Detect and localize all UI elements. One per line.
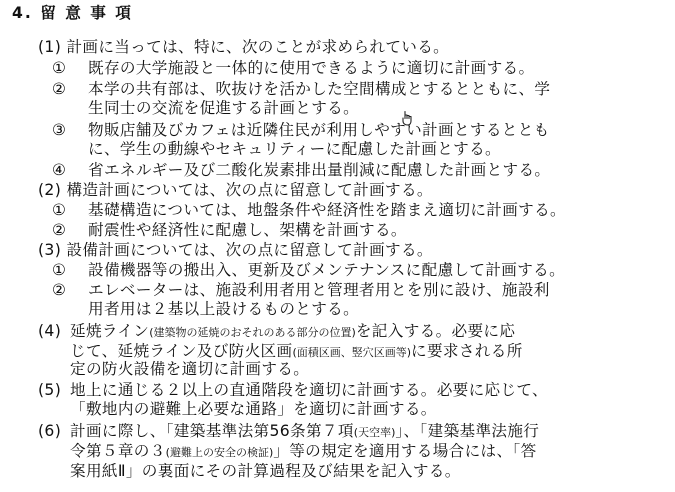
- item-5-line-1: 地上に通じる２以上の直通階段を適切に計画する。必要に応じて、: [70, 381, 549, 399]
- item-1-sub-3-line-2: に、学生の動線やセキュリティーに配慮した計画とする。: [88, 140, 501, 158]
- item-4-line-2-text: じて、延焼ライン及び防火区画: [70, 342, 293, 360]
- item-6-line-2-tail: 」等の規定を適用する場合には、「答: [273, 442, 537, 460]
- item-1-sub-2-line-2: 生同士の交流を促進する計画とする。: [88, 99, 360, 117]
- item-4-line-2-tail: に要求される所: [411, 342, 523, 360]
- item-4-line-2-note: (面積区画、竪穴区画等): [292, 346, 412, 359]
- section-title: 4. 留 意 事 項: [12, 4, 133, 22]
- item-2-sub-1-line-1: 基礎構造については、地盤条件や経済性を踏まえ適切に計画する。: [88, 201, 567, 219]
- item-6-line-2-note: (避難上の安全の検証): [165, 446, 274, 459]
- item-1-sub-3-line-1: 物販店舗及びカフェは近隣住民が利用しやすい計画とするととも: [88, 121, 550, 139]
- item-6-line-2-text: 令第５章の３: [70, 442, 166, 460]
- item-4-line-1: [70, 321, 515, 342]
- item-6-line-3: 案用紙Ⅱ」の裏面にその計算過程及び結果を記入する。: [70, 462, 461, 480]
- item-6-line-2: [70, 441, 537, 462]
- item-4-line-3: 定の防火設備を適切に計画する。: [70, 360, 310, 378]
- item-5-line-2: 「敷地内の避難上必要な通路」を適切に計画する。: [70, 400, 437, 418]
- item-1-heading: (1) 計画に当っては、特に、次のことが求められている。: [38, 38, 450, 56]
- item-4-line-1-text: 延焼ライン: [70, 322, 150, 340]
- item-1-sub-2-line-1: 本学の共有部は、吹抜けを活かした空間構成とするとともに、学: [88, 80, 551, 98]
- item-1-sub-4-line-1: 省エネルギー及び二酸化炭素排出量削減に配慮した計画とする。: [88, 161, 551, 179]
- item-1-sub-1-line-1: 既存の大学施設と一体的に使用できるように適切に計画する。: [88, 59, 535, 77]
- item-2-sub-1-mark: ①: [52, 201, 67, 219]
- item-4-line-1-tail: を記入する。必要に応: [355, 322, 516, 340]
- hand-cursor-icon: [400, 110, 414, 126]
- item-4-line-1-note: (建築物の延焼のおそれのある部分の位置): [149, 326, 356, 339]
- item-3-sub-2-line-1: エレベーターは、施設利用者用と管理者用とを別に設け、施設利: [88, 281, 550, 299]
- item-3-sub-1-mark: ①: [52, 261, 67, 279]
- item-3-sub-1-line-1: 設備機器等の搬出入、更新及びメンテナンスに配慮して計画する。: [88, 261, 566, 279]
- item-2-sub-2-line-1: 耐震性や経済性に配慮し、架構を計画する。: [88, 221, 407, 239]
- item-6-line-1-note: (天空率): [353, 426, 396, 439]
- item-6-line-1-text: 計画に際し、「建築基準法第56条第７項: [70, 422, 354, 440]
- item-1-sub-1-mark: ①: [52, 59, 67, 77]
- item-5-number: (5): [38, 381, 62, 399]
- item-6-number: (6): [38, 422, 62, 440]
- item-6-line-1-tail: 」、「建築基準法施行: [395, 422, 540, 440]
- item-1-sub-3-mark: ③: [52, 121, 67, 139]
- item-1-sub-4-mark: ④: [52, 161, 67, 179]
- item-3-heading: (3) 設備計画については、次の点に留意して計画する。: [38, 241, 433, 259]
- item-1-sub-2-mark: ②: [52, 80, 67, 98]
- item-2-sub-2-mark: ②: [52, 221, 67, 239]
- item-3-sub-2-mark: ②: [52, 281, 67, 299]
- item-2-heading: (2) 構造計画については、次の点に留意して計画する。: [38, 181, 433, 199]
- item-6-line-1: [70, 421, 539, 442]
- item-3-sub-2-line-2: 用者用は２基以上設けるものとする。: [88, 300, 360, 318]
- item-4-number: (4): [38, 322, 62, 340]
